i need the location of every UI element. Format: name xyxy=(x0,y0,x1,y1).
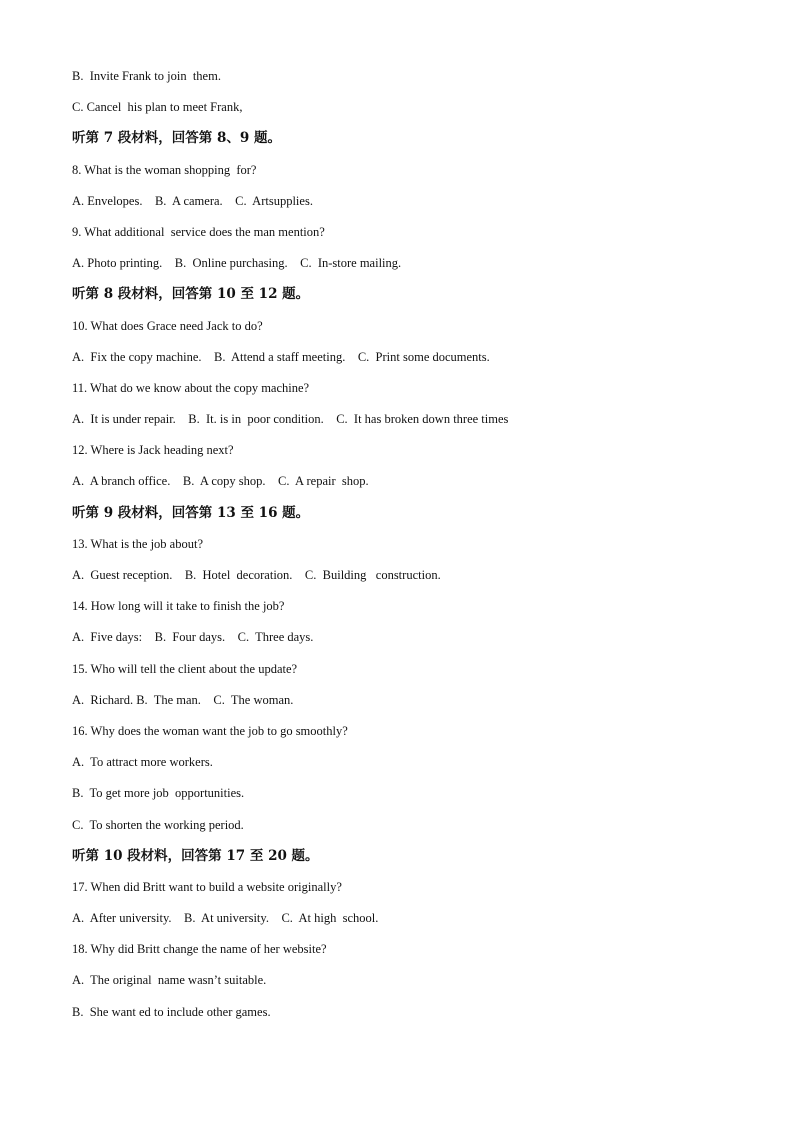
question-line: 9. What additional service does the man mention? xyxy=(72,224,325,239)
section-heading: 听第 9 段材料，回答第 13 至 16 题。 xyxy=(72,504,310,521)
exam-page xyxy=(72,68,752,1035)
question-line: 8. What is the woman shopping for? xyxy=(72,162,257,177)
option-line: A. Photo printing. B. Online purchasing. C. In-store mailing. xyxy=(72,256,402,271)
question-line: 10. What does Grace need Jack to do? xyxy=(72,318,263,333)
option-line: B. To get more job opportunities. xyxy=(72,786,245,801)
question-line: 17. When did Britt want to build a website originally? xyxy=(72,879,342,894)
option-line: A. Richard. B. The man. C. The woman. xyxy=(72,692,294,707)
option-line: C. Cancel his plan to meet Frank, xyxy=(72,100,243,115)
question-line: 18. Why did Britt change the name of her website? xyxy=(72,942,327,957)
option-line: A. A branch office. B. A copy shop. C. A repair shop. xyxy=(72,474,369,489)
option-line: A. The original name wasn’t suitable. xyxy=(72,973,267,988)
option-line: A. To attract more workers. xyxy=(72,755,213,770)
option-line: A. Guest reception. B. Hotel decoration. C. Building construction. xyxy=(72,568,441,582)
option-line: C. To shorten the working period. xyxy=(72,817,244,832)
option-line: A. Fix the copy machine. B. Attend a staff meeting. C. Print some documents. xyxy=(72,349,490,364)
option-line: B. Invite Frank to join them. xyxy=(72,69,221,83)
section-heading: 听第 8 段材料，回答第 10 至 12 题。 xyxy=(72,286,310,303)
section-heading: 听第 7 段材料，回答第 8、9 题。 xyxy=(72,130,281,147)
option-line: A. Five days: B. Four days. C. Three days. xyxy=(72,630,314,645)
option-line: A. After university. B. At university. C. At high school. xyxy=(72,911,379,926)
question-line: 11. What do we know about the copy machine? xyxy=(72,380,310,395)
option-line: B. She want ed to include other games. xyxy=(72,1004,271,1019)
question-line: 16. Why does the woman want the job to go smoothly? xyxy=(72,723,348,738)
question-line: 13. What is the job about? xyxy=(72,536,203,551)
section-heading: 听第 10 段材料，回答第 17 至 20 题。 xyxy=(72,847,319,864)
option-line: A. Envelopes. B. A camera. C. Artsupplies. xyxy=(72,193,313,208)
question-line: 14. How long will it take to finish the job? xyxy=(72,599,285,614)
option-line: A. It is under repair. B. It. is in poor condition. C. It has broken down three times xyxy=(72,412,509,427)
question-line: 15. Who will tell the client about the update? xyxy=(72,661,298,676)
question-line: 12. Where is Jack heading next? xyxy=(72,443,234,458)
